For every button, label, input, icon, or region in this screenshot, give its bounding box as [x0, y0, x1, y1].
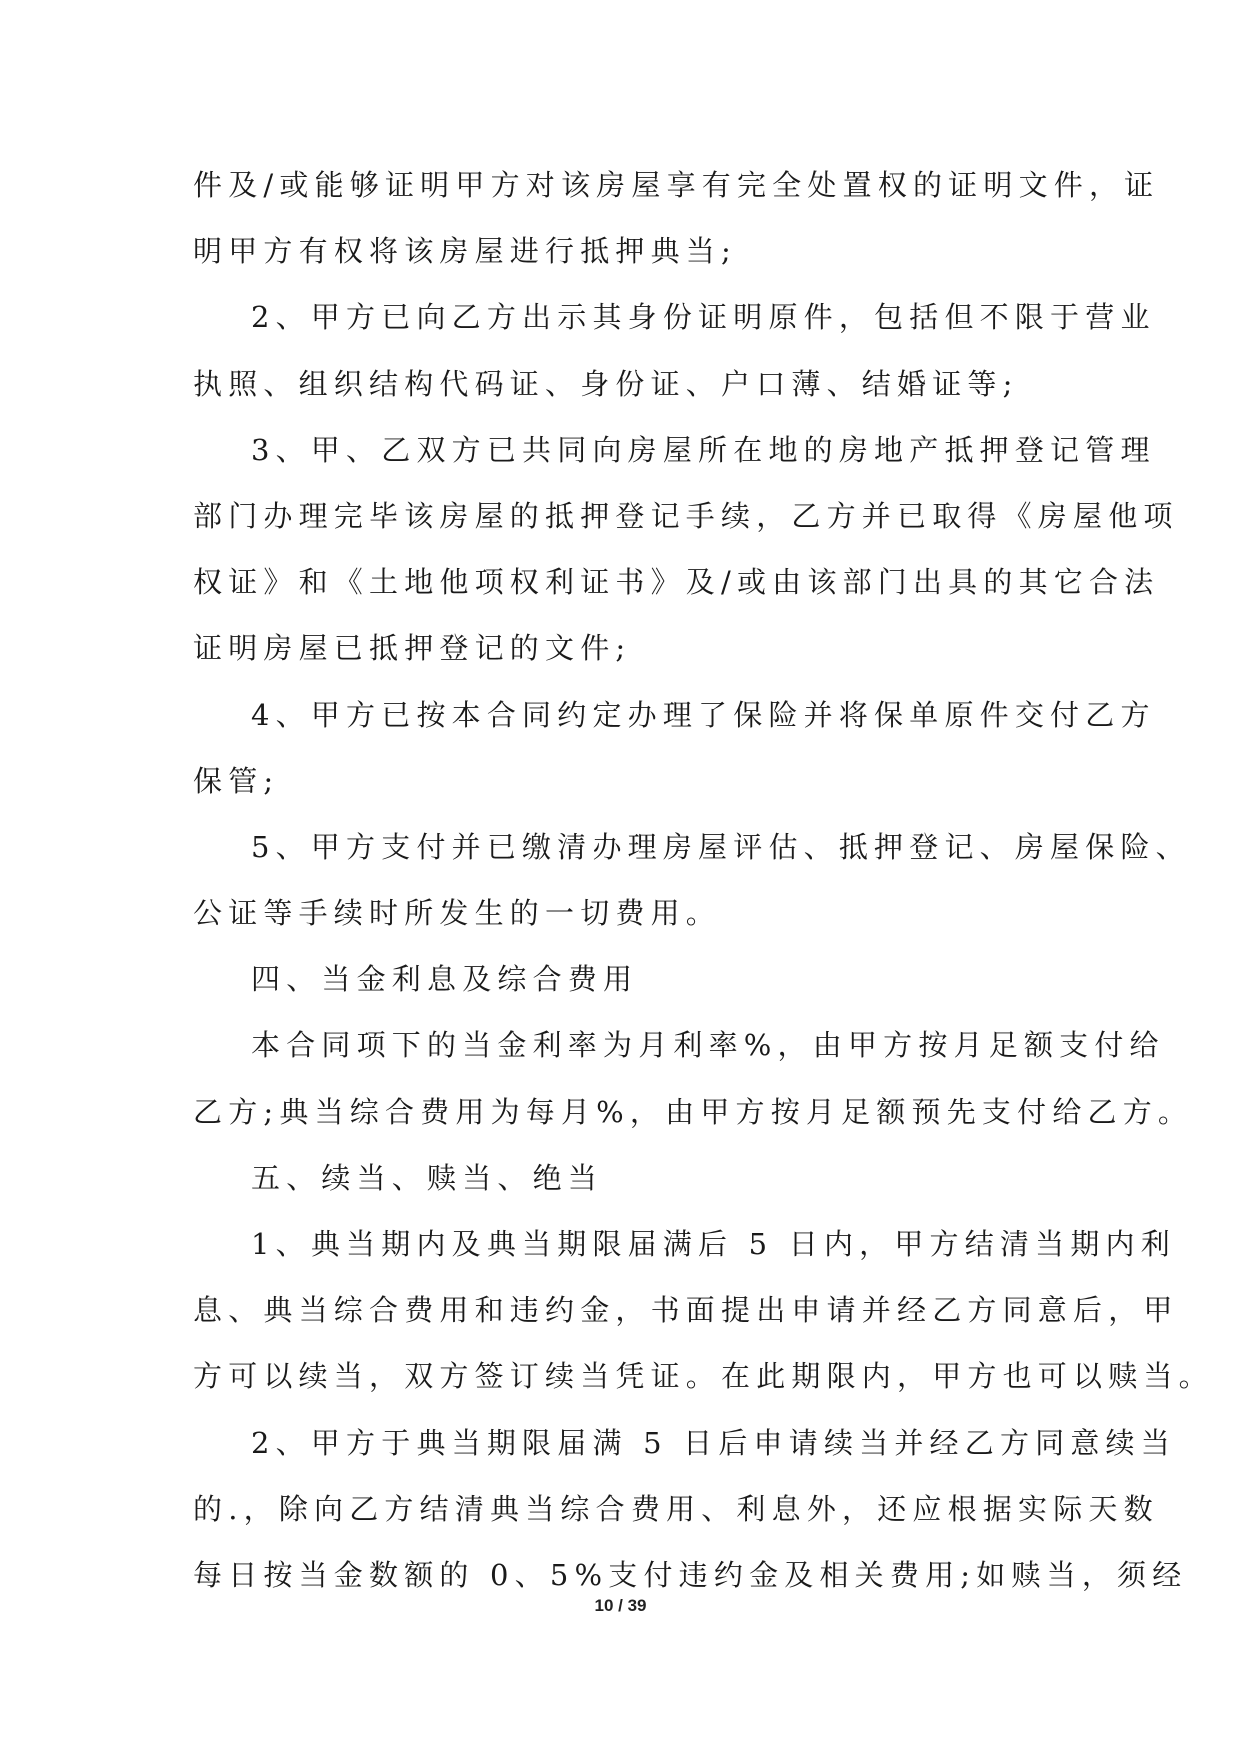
text-line: 执照、组织结构代码证、身份证、户口薄、结婚证等; — [193, 366, 1019, 401]
text-line: 保管; — [193, 763, 280, 798]
text-line: 方可以续当，双方签订续当凭证。在此期限内，甲方也可以赎当。 — [193, 1359, 1214, 1394]
text-line: 4、甲方已按本合同约定办理了保险并将保单原件交付乙方 — [251, 697, 1156, 732]
text-line: 的.，除向乙方结清典当综合费用、利息外，还应根据实际天数 — [193, 1491, 1159, 1526]
page-number: 10 / 39 — [594, 1596, 647, 1615]
text-line: 本合同项下的当金利率为月利率%，由甲方按月足额支付给 — [251, 1028, 1165, 1063]
text-line: 部门办理完毕该房屋的抵押登记手续，乙方并已取得《房屋他项 — [193, 498, 1179, 533]
text-line: 乙方;典当综合费用为每月%，由甲方按月足额预先支付给乙方。 — [193, 1094, 1194, 1129]
text-line: 证明房屋已抵押登记的文件; — [193, 631, 632, 666]
text-line: 四、当金利息及综合费用 — [251, 962, 639, 997]
document-body — [193, 152, 1214, 1608]
text-line: 2、甲方于典当期限届满 5 日后申请续当并经乙方同意续当 — [251, 1425, 1176, 1460]
text-line: 2、甲方已向乙方出示其身份证明原件，包括但不限于营业 — [251, 300, 1156, 335]
text-line: 每日按当金数额的 0、5%支付违约金及相关费用;如赎当，须经 — [193, 1557, 1188, 1592]
text-line: 5、甲方支付并已缴清办理房屋评估、抵押登记、房屋保险、 — [251, 829, 1191, 864]
text-line: 息、典当综合费用和违约金，书面提出申请并经乙方同意后，甲 — [193, 1293, 1179, 1328]
text-line: 权证》和《土地他项权利证书》及/或由该部门出具的其它合法 — [193, 565, 1160, 600]
text-line: 五、续当、赎当、绝当 — [251, 1160, 604, 1195]
text-line: 公证等手续时所发生的一切费用。 — [193, 896, 722, 931]
text-line: 明甲方有权将该房屋进行抵押典当; — [193, 234, 737, 269]
text-line: 3、甲、乙双方已共同向房屋所在地的房地产抵押登记管理 — [251, 432, 1156, 467]
text-line: 1、典当期内及典当期限届满后 5 日内，甲方结清当期内利 — [251, 1227, 1176, 1261]
text-line: 件及/或能够证明甲方对该房屋享有完全处置权的证明文件，证 — [193, 168, 1160, 202]
